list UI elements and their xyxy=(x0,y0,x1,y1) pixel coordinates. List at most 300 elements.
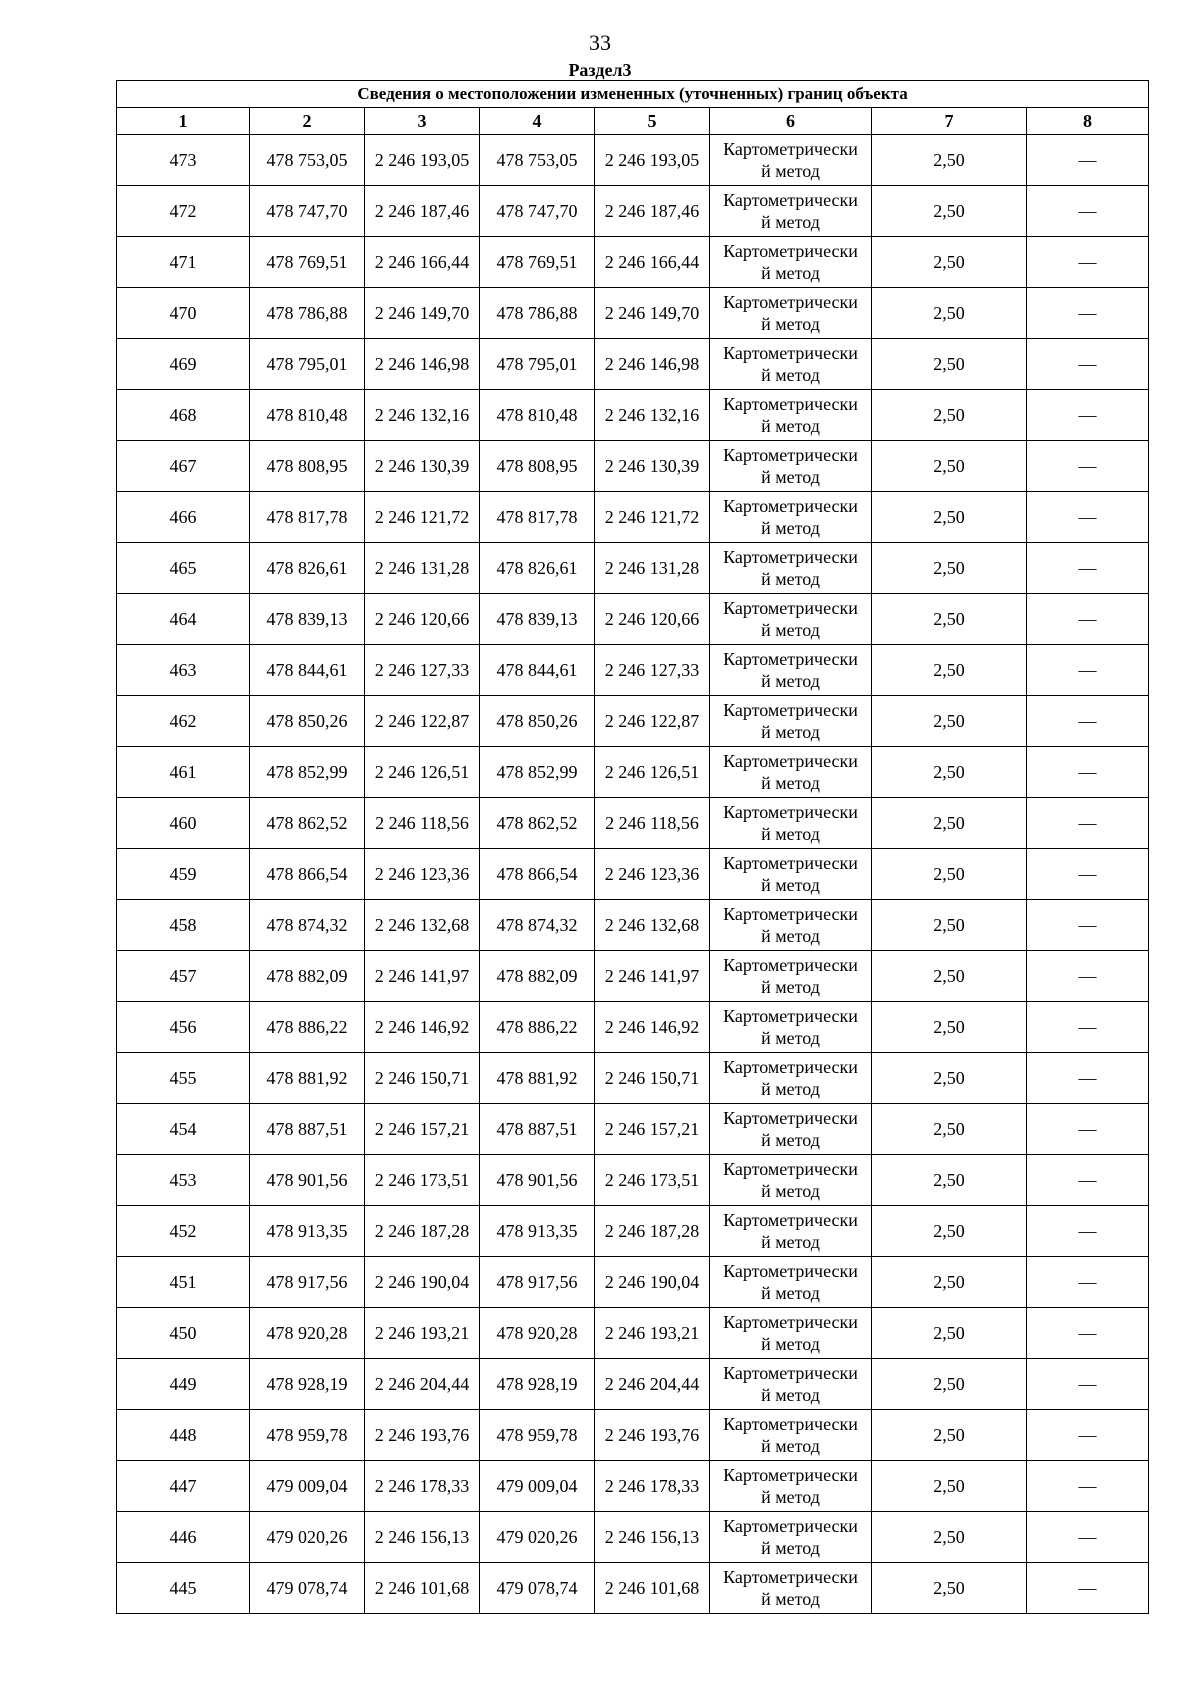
y-new-cell: 2 246 157,21 xyxy=(595,1104,710,1155)
x-new-cell: 478 810,48 xyxy=(480,390,595,441)
note-cell: — xyxy=(1027,645,1149,696)
method-text: й метод xyxy=(761,1079,820,1099)
method-text: й метод xyxy=(761,1589,820,1609)
y-existing-cell: 2 246 122,87 xyxy=(365,696,480,747)
method-text: й метод xyxy=(761,1028,820,1048)
column-number-1: 1 xyxy=(117,108,250,135)
x-existing-cell: 479 020,26 xyxy=(250,1512,365,1563)
y-new-cell: 2 246 187,28 xyxy=(595,1206,710,1257)
accuracy-cell: 2,50 xyxy=(872,492,1027,543)
method-cell xyxy=(710,645,872,696)
point-number-cell: 457 xyxy=(117,951,250,1002)
table-row xyxy=(117,288,1149,339)
point-number-cell: 463 xyxy=(117,645,250,696)
x-new-cell: 478 786,88 xyxy=(480,288,595,339)
method-text: й метод xyxy=(761,467,820,487)
y-existing-cell: 2 246 173,51 xyxy=(365,1155,480,1206)
y-new-cell: 2 246 187,46 xyxy=(595,186,710,237)
table-row xyxy=(117,390,1149,441)
note-cell: — xyxy=(1027,798,1149,849)
method-cell xyxy=(710,1002,872,1053)
accuracy-cell: 2,50 xyxy=(872,186,1027,237)
column-number-7: 7 xyxy=(872,108,1027,135)
y-new-cell: 2 246 178,33 xyxy=(595,1461,710,1512)
boundary-coordinates-table xyxy=(116,80,1149,1614)
method-cell xyxy=(710,1053,872,1104)
method-cell xyxy=(710,237,872,288)
y-new-cell: 2 246 132,68 xyxy=(595,900,710,951)
accuracy-cell: 2,50 xyxy=(872,900,1027,951)
method-text: й метод xyxy=(761,314,820,334)
method-cell xyxy=(710,849,872,900)
point-number-cell: 454 xyxy=(117,1104,250,1155)
table-row xyxy=(117,645,1149,696)
y-new-cell: 2 246 173,51 xyxy=(595,1155,710,1206)
x-existing-cell: 478 928,19 xyxy=(250,1359,365,1410)
note-cell: — xyxy=(1027,900,1149,951)
note-cell: — xyxy=(1027,1563,1149,1614)
table-row xyxy=(117,951,1149,1002)
accuracy-cell: 2,50 xyxy=(872,696,1027,747)
y-new-cell: 2 246 193,76 xyxy=(595,1410,710,1461)
note-cell: — xyxy=(1027,1308,1149,1359)
page-number: 33 xyxy=(589,30,611,55)
method-cell xyxy=(710,288,872,339)
point-number-cell: 449 xyxy=(117,1359,250,1410)
method-text: Картометрически xyxy=(723,1516,858,1536)
method-text: Картометрически xyxy=(723,394,858,414)
y-new-cell: 2 246 121,72 xyxy=(595,492,710,543)
method-cell xyxy=(710,441,872,492)
accuracy-cell: 2,50 xyxy=(872,1308,1027,1359)
method-cell xyxy=(710,1359,872,1410)
y-existing-cell: 2 246 132,16 xyxy=(365,390,480,441)
note-cell: — xyxy=(1027,543,1149,594)
x-new-cell: 478 817,78 xyxy=(480,492,595,543)
method-text: Картометрически xyxy=(723,1261,858,1281)
method-cell xyxy=(710,492,872,543)
method-text: Картометрически xyxy=(723,1465,858,1485)
x-existing-cell: 478 852,99 xyxy=(250,747,365,798)
table-row xyxy=(117,1512,1149,1563)
method-cell xyxy=(710,951,872,1002)
table-row xyxy=(117,135,1149,186)
method-text: Картометрически xyxy=(723,547,858,567)
note-cell: — xyxy=(1027,1512,1149,1563)
method-cell xyxy=(710,1257,872,1308)
point-number-cell: 459 xyxy=(117,849,250,900)
method-text: Картометрически xyxy=(723,853,858,873)
y-existing-cell: 2 246 146,98 xyxy=(365,339,480,390)
table-row xyxy=(117,1308,1149,1359)
x-new-cell: 478 901,56 xyxy=(480,1155,595,1206)
column-number-8: 8 xyxy=(1027,108,1149,135)
section-label: Раздел3 xyxy=(568,60,632,80)
table-row xyxy=(117,1563,1149,1614)
table-row xyxy=(117,186,1149,237)
column-number-row xyxy=(117,108,1149,135)
table-row xyxy=(117,1053,1149,1104)
x-existing-cell: 478 874,32 xyxy=(250,900,365,951)
y-existing-cell: 2 246 146,92 xyxy=(365,1002,480,1053)
x-new-cell: 478 808,95 xyxy=(480,441,595,492)
point-number-cell: 466 xyxy=(117,492,250,543)
x-new-cell: 478 881,92 xyxy=(480,1053,595,1104)
accuracy-cell: 2,50 xyxy=(872,849,1027,900)
method-cell xyxy=(710,390,872,441)
y-existing-cell: 2 246 130,39 xyxy=(365,441,480,492)
point-number-cell: 458 xyxy=(117,900,250,951)
note-cell: — xyxy=(1027,951,1149,1002)
method-text: Картометрически xyxy=(723,190,858,210)
method-cell xyxy=(710,1308,872,1359)
method-text: й метод xyxy=(761,518,820,538)
note-cell: — xyxy=(1027,441,1149,492)
method-text: Картометрически xyxy=(723,343,858,363)
x-new-cell: 478 753,05 xyxy=(480,135,595,186)
y-existing-cell: 2 246 193,76 xyxy=(365,1410,480,1461)
y-existing-cell: 2 246 121,72 xyxy=(365,492,480,543)
accuracy-cell: 2,50 xyxy=(872,390,1027,441)
method-text: Картометрически xyxy=(723,1363,858,1383)
y-existing-cell: 2 246 193,21 xyxy=(365,1308,480,1359)
method-text: Картометрически xyxy=(723,1567,858,1587)
method-text: й метод xyxy=(761,824,820,844)
method-text: й метод xyxy=(761,1436,820,1456)
y-existing-cell: 2 246 120,66 xyxy=(365,594,480,645)
y-existing-cell: 2 246 123,36 xyxy=(365,849,480,900)
y-new-cell: 2 246 120,66 xyxy=(595,594,710,645)
y-new-cell: 2 246 156,13 xyxy=(595,1512,710,1563)
y-new-cell: 2 246 150,71 xyxy=(595,1053,710,1104)
y-new-cell: 2 246 126,51 xyxy=(595,747,710,798)
method-text: й метод xyxy=(761,875,820,895)
note-cell: — xyxy=(1027,594,1149,645)
method-text: й метод xyxy=(761,977,820,997)
accuracy-cell: 2,50 xyxy=(872,1257,1027,1308)
y-existing-cell: 2 246 187,28 xyxy=(365,1206,480,1257)
point-number-cell: 450 xyxy=(117,1308,250,1359)
table-row xyxy=(117,1206,1149,1257)
method-cell xyxy=(710,1410,872,1461)
y-existing-cell: 2 246 156,13 xyxy=(365,1512,480,1563)
y-new-cell: 2 246 131,28 xyxy=(595,543,710,594)
y-new-cell: 2 246 123,36 xyxy=(595,849,710,900)
table-row xyxy=(117,849,1149,900)
x-new-cell: 478 913,35 xyxy=(480,1206,595,1257)
method-text: Картометрически xyxy=(723,1108,858,1128)
accuracy-cell: 2,50 xyxy=(872,1563,1027,1614)
method-text: Картометрически xyxy=(723,1159,858,1179)
table-row xyxy=(117,798,1149,849)
method-text: Картометрически xyxy=(723,802,858,822)
point-number-cell: 467 xyxy=(117,441,250,492)
table-row xyxy=(117,1410,1149,1461)
y-existing-cell: 2 246 150,71 xyxy=(365,1053,480,1104)
x-existing-cell: 478 839,13 xyxy=(250,594,365,645)
y-new-cell: 2 246 193,21 xyxy=(595,1308,710,1359)
x-existing-cell: 478 786,88 xyxy=(250,288,365,339)
y-new-cell: 2 246 204,44 xyxy=(595,1359,710,1410)
x-new-cell: 478 862,52 xyxy=(480,798,595,849)
point-number-cell: 471 xyxy=(117,237,250,288)
method-text: й метод xyxy=(761,722,820,742)
method-text: Картометрически xyxy=(723,751,858,771)
method-cell xyxy=(710,1563,872,1614)
accuracy-cell: 2,50 xyxy=(872,1359,1027,1410)
method-cell xyxy=(710,1155,872,1206)
accuracy-cell: 2,50 xyxy=(872,441,1027,492)
accuracy-cell: 2,50 xyxy=(872,645,1027,696)
accuracy-cell: 2,50 xyxy=(872,339,1027,390)
note-cell: — xyxy=(1027,696,1149,747)
note-cell: — xyxy=(1027,1410,1149,1461)
method-text: й метод xyxy=(761,1538,820,1558)
x-existing-cell: 478 881,92 xyxy=(250,1053,365,1104)
method-text: Картометрически xyxy=(723,1006,858,1026)
table-row xyxy=(117,900,1149,951)
x-new-cell: 478 839,13 xyxy=(480,594,595,645)
accuracy-cell: 2,50 xyxy=(872,288,1027,339)
x-existing-cell: 478 850,26 xyxy=(250,696,365,747)
table-title: Сведения о местоположении измененных (уточненных) границ объекта xyxy=(117,81,1149,108)
table-row xyxy=(117,594,1149,645)
x-existing-cell: 478 917,56 xyxy=(250,1257,365,1308)
accuracy-cell: 2,50 xyxy=(872,1104,1027,1155)
note-cell: — xyxy=(1027,1359,1149,1410)
accuracy-cell: 2,50 xyxy=(872,1461,1027,1512)
y-existing-cell: 2 246 193,05 xyxy=(365,135,480,186)
x-new-cell: 479 020,26 xyxy=(480,1512,595,1563)
table-row xyxy=(117,543,1149,594)
table-row xyxy=(117,696,1149,747)
y-existing-cell: 2 246 141,97 xyxy=(365,951,480,1002)
method-text: Картометрически xyxy=(723,649,858,669)
accuracy-cell: 2,50 xyxy=(872,747,1027,798)
point-number-cell: 455 xyxy=(117,1053,250,1104)
note-cell: — xyxy=(1027,339,1149,390)
note-cell: — xyxy=(1027,1053,1149,1104)
accuracy-cell: 2,50 xyxy=(872,594,1027,645)
x-existing-cell: 478 901,56 xyxy=(250,1155,365,1206)
method-text: Картометрически xyxy=(723,598,858,618)
x-existing-cell: 478 826,61 xyxy=(250,543,365,594)
method-text: й метод xyxy=(761,1334,820,1354)
note-cell: — xyxy=(1027,1206,1149,1257)
x-new-cell: 478 826,61 xyxy=(480,543,595,594)
method-cell xyxy=(710,798,872,849)
table-body xyxy=(117,135,1149,1614)
x-new-cell: 478 928,19 xyxy=(480,1359,595,1410)
note-cell: — xyxy=(1027,1155,1149,1206)
note-cell: — xyxy=(1027,849,1149,900)
method-text: й метод xyxy=(761,1130,820,1150)
note-cell: — xyxy=(1027,288,1149,339)
table-row xyxy=(117,1461,1149,1512)
method-cell xyxy=(710,900,872,951)
table-row xyxy=(117,339,1149,390)
method-cell xyxy=(710,186,872,237)
point-number-cell: 461 xyxy=(117,747,250,798)
x-new-cell: 478 917,56 xyxy=(480,1257,595,1308)
x-existing-cell: 478 817,78 xyxy=(250,492,365,543)
x-existing-cell: 478 808,95 xyxy=(250,441,365,492)
column-number-2: 2 xyxy=(250,108,365,135)
x-existing-cell: 478 810,48 xyxy=(250,390,365,441)
accuracy-cell: 2,50 xyxy=(872,1002,1027,1053)
y-new-cell: 2 246 193,05 xyxy=(595,135,710,186)
method-text: й метод xyxy=(761,416,820,436)
y-existing-cell: 2 246 127,33 xyxy=(365,645,480,696)
y-new-cell: 2 246 122,87 xyxy=(595,696,710,747)
method-text: й метод xyxy=(761,365,820,385)
method-cell xyxy=(710,339,872,390)
y-existing-cell: 2 246 157,21 xyxy=(365,1104,480,1155)
y-existing-cell: 2 246 126,51 xyxy=(365,747,480,798)
method-text: Картометрически xyxy=(723,1414,858,1434)
point-number-cell: 472 xyxy=(117,186,250,237)
method-cell xyxy=(710,1461,872,1512)
point-number-cell: 452 xyxy=(117,1206,250,1257)
method-text: Картометрически xyxy=(723,496,858,516)
x-existing-cell: 478 769,51 xyxy=(250,237,365,288)
point-number-cell: 465 xyxy=(117,543,250,594)
note-cell: — xyxy=(1027,1257,1149,1308)
method-cell xyxy=(710,135,872,186)
method-text: й метод xyxy=(761,620,820,640)
y-new-cell: 2 246 130,39 xyxy=(595,441,710,492)
x-new-cell: 478 850,26 xyxy=(480,696,595,747)
point-number-cell: 453 xyxy=(117,1155,250,1206)
method-cell xyxy=(710,1104,872,1155)
method-text: й метод xyxy=(761,569,820,589)
y-new-cell: 2 246 118,56 xyxy=(595,798,710,849)
x-new-cell: 478 887,51 xyxy=(480,1104,595,1155)
x-new-cell: 478 844,61 xyxy=(480,645,595,696)
x-new-cell: 478 959,78 xyxy=(480,1410,595,1461)
method-cell xyxy=(710,543,872,594)
y-existing-cell: 2 246 131,28 xyxy=(365,543,480,594)
x-existing-cell: 478 753,05 xyxy=(250,135,365,186)
x-new-cell: 479 009,04 xyxy=(480,1461,595,1512)
point-number-cell: 445 xyxy=(117,1563,250,1614)
x-new-cell: 478 920,28 xyxy=(480,1308,595,1359)
x-existing-cell: 478 913,35 xyxy=(250,1206,365,1257)
x-existing-cell: 478 747,70 xyxy=(250,186,365,237)
note-cell: — xyxy=(1027,135,1149,186)
note-cell: — xyxy=(1027,747,1149,798)
note-cell: — xyxy=(1027,492,1149,543)
accuracy-cell: 2,50 xyxy=(872,798,1027,849)
y-new-cell: 2 246 149,70 xyxy=(595,288,710,339)
x-existing-cell: 478 920,28 xyxy=(250,1308,365,1359)
method-text: Картометрически xyxy=(723,1312,858,1332)
x-new-cell: 478 882,09 xyxy=(480,951,595,1002)
x-existing-cell: 478 882,09 xyxy=(250,951,365,1002)
y-existing-cell: 2 246 132,68 xyxy=(365,900,480,951)
y-existing-cell: 2 246 166,44 xyxy=(365,237,480,288)
note-cell: — xyxy=(1027,1461,1149,1512)
y-new-cell: 2 246 190,04 xyxy=(595,1257,710,1308)
method-text: й метод xyxy=(761,671,820,691)
y-existing-cell: 2 246 118,56 xyxy=(365,798,480,849)
method-cell xyxy=(710,696,872,747)
point-number-cell: 460 xyxy=(117,798,250,849)
y-new-cell: 2 246 127,33 xyxy=(595,645,710,696)
method-cell xyxy=(710,747,872,798)
y-new-cell: 2 246 132,16 xyxy=(595,390,710,441)
method-text: Картометрически xyxy=(723,241,858,261)
accuracy-cell: 2,50 xyxy=(872,1410,1027,1461)
method-text: й метод xyxy=(761,773,820,793)
x-new-cell: 478 747,70 xyxy=(480,186,595,237)
method-text: Картометрически xyxy=(723,139,858,159)
table-row xyxy=(117,1002,1149,1053)
method-text: й метод xyxy=(761,1181,820,1201)
method-text: Картометрически xyxy=(723,292,858,312)
point-number-cell: 451 xyxy=(117,1257,250,1308)
x-existing-cell: 478 795,01 xyxy=(250,339,365,390)
y-existing-cell: 2 246 204,44 xyxy=(365,1359,480,1410)
point-number-cell: 446 xyxy=(117,1512,250,1563)
point-number-cell: 468 xyxy=(117,390,250,441)
x-new-cell: 478 852,99 xyxy=(480,747,595,798)
accuracy-cell: 2,50 xyxy=(872,543,1027,594)
table-row xyxy=(117,1104,1149,1155)
x-existing-cell: 478 959,78 xyxy=(250,1410,365,1461)
y-existing-cell: 2 246 149,70 xyxy=(365,288,480,339)
method-text: Картометрически xyxy=(723,445,858,465)
table-row xyxy=(117,492,1149,543)
column-number-5: 5 xyxy=(595,108,710,135)
note-cell: — xyxy=(1027,390,1149,441)
y-new-cell: 2 246 141,97 xyxy=(595,951,710,1002)
method-text: й метод xyxy=(761,212,820,232)
accuracy-cell: 2,50 xyxy=(872,1206,1027,1257)
y-existing-cell: 2 246 187,46 xyxy=(365,186,480,237)
method-text: й метод xyxy=(761,1385,820,1405)
column-number-4: 4 xyxy=(480,108,595,135)
x-existing-cell: 478 862,52 xyxy=(250,798,365,849)
method-text: й метод xyxy=(761,1283,820,1303)
point-number-cell: 456 xyxy=(117,1002,250,1053)
table-row xyxy=(117,1257,1149,1308)
x-existing-cell: 479 078,74 xyxy=(250,1563,365,1614)
table-row xyxy=(117,441,1149,492)
x-new-cell: 479 078,74 xyxy=(480,1563,595,1614)
method-cell xyxy=(710,1512,872,1563)
note-cell: — xyxy=(1027,1002,1149,1053)
method-text: й метод xyxy=(761,926,820,946)
x-new-cell: 478 886,22 xyxy=(480,1002,595,1053)
accuracy-cell: 2,50 xyxy=(872,1512,1027,1563)
x-new-cell: 478 769,51 xyxy=(480,237,595,288)
x-new-cell: 478 874,32 xyxy=(480,900,595,951)
table-row xyxy=(117,1155,1149,1206)
method-cell xyxy=(710,1206,872,1257)
method-text: Картометрически xyxy=(723,904,858,924)
x-existing-cell: 478 866,54 xyxy=(250,849,365,900)
method-text: Картометрически xyxy=(723,1057,858,1077)
y-existing-cell: 2 246 190,04 xyxy=(365,1257,480,1308)
table-row xyxy=(117,747,1149,798)
x-existing-cell: 478 887,51 xyxy=(250,1104,365,1155)
point-number-cell: 462 xyxy=(117,696,250,747)
method-text: й метод xyxy=(761,1232,820,1252)
x-existing-cell: 479 009,04 xyxy=(250,1461,365,1512)
column-number-3: 3 xyxy=(365,108,480,135)
method-text: Картометрически xyxy=(723,955,858,975)
